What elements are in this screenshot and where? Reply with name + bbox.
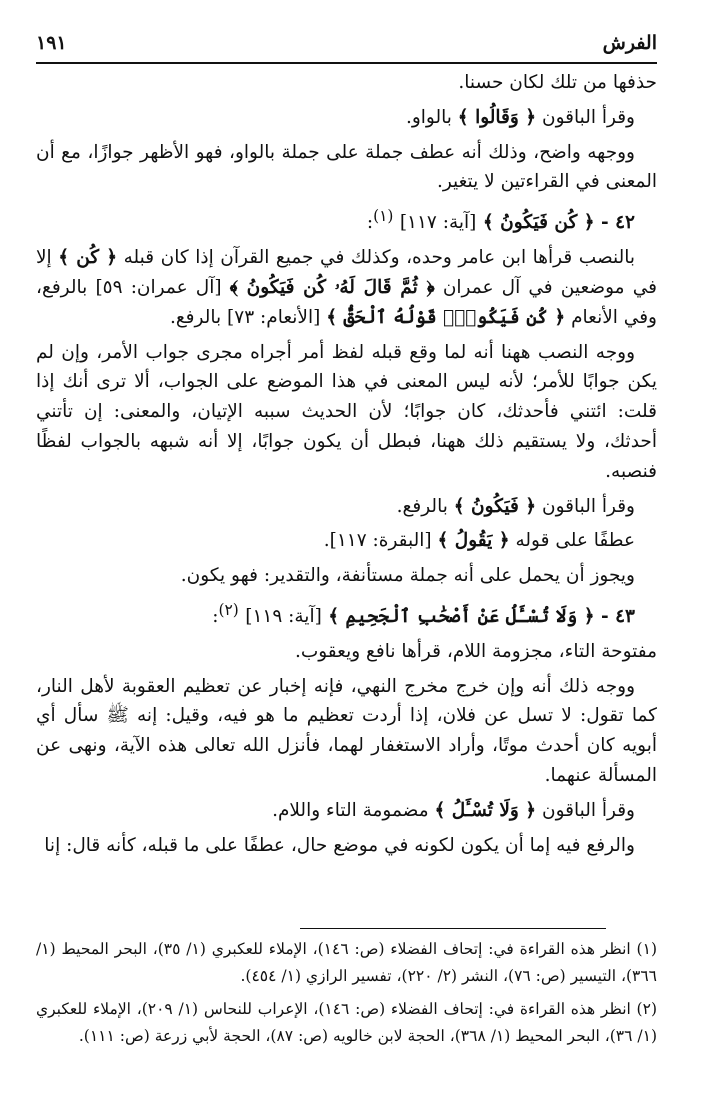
text-run: [آل عمران: ٥٩] بالرفع، وفي الأنعام bbox=[36, 276, 657, 328]
paragraph bbox=[36, 243, 657, 332]
text-run: إلا في موضعين في آل عمران bbox=[36, 247, 657, 298]
text-run: عطفًا على قوله bbox=[515, 530, 635, 552]
quran-quote: ﴿ وَقَالُوا ﴾ bbox=[457, 106, 537, 128]
paragraph: مفتوحة التاء، مجزومة اللام، قرأها نافع ويعقوب. bbox=[294, 640, 657, 662]
quran-quote: ﴿ وَلَا تُسْـَٔلُ عَنْ أَصْحَٰبِ ٱلْجَحِيمِ ﴾ bbox=[328, 606, 595, 628]
quran-quote: ﴿ يَقُولُ ﴾ bbox=[437, 530, 510, 552]
page-number: ١٩١ bbox=[36, 32, 67, 54]
text-run: مضمومة التاء واللام. bbox=[272, 799, 429, 821]
quran-quote: ﴿ كُن فَيَكُونُۚ قَوْلُهُ ٱلْحَقُّ ﴾ bbox=[326, 306, 566, 328]
footnote-marker: (١) bbox=[373, 207, 394, 226]
paragraph bbox=[36, 796, 657, 826]
paragraph: حذفها من تلك لكان حسنا. bbox=[458, 72, 657, 93]
quran-quote: ﴿ وَلَا تُسْـَٔلُ ﴾ bbox=[434, 799, 537, 821]
section-heading-43 bbox=[36, 596, 657, 632]
main-text bbox=[36, 68, 657, 865]
paragraph bbox=[36, 103, 657, 133]
paragraph: ووجهه واضح، وذلك أنه عطف جملة على جملة بالواو، فهو الأظهر جوازًا، مع أن المعنى في القراءتين لا يتغير. bbox=[36, 141, 657, 193]
quran-quote: ﴿ فَيَكُونُ ﴾ bbox=[453, 495, 537, 517]
text-run: وقرأ الباقون bbox=[542, 106, 635, 128]
text-run: [البقرة: ١١٧]. bbox=[323, 530, 432, 552]
text-run: بالرفع. bbox=[396, 495, 448, 517]
text-run: وقرأ الباقون bbox=[542, 495, 635, 517]
paragraph bbox=[36, 526, 657, 556]
running-header bbox=[36, 30, 657, 64]
paragraph: ووجه ذلك أنه وإن خرج مخرج النهي، فإنه إخبار عن تعظيم العقوبة لأهل النار، كما تقول: لا تسل عن فلان، إذا أردت تعظيم ما هو فيه، وقيل: إنه ﷺ سأل أي أبويه كان أحدث موتًا، وأراد الاستغفار لهما، فأنزل الله تعالى هذه الآية، ونهى عن المسألة عنهما. bbox=[36, 675, 657, 787]
quran-quote: ﴿ كُن ﴾ bbox=[58, 247, 118, 269]
text-run: : bbox=[366, 212, 374, 234]
heading-number: ٤٣ - bbox=[601, 606, 635, 628]
quran-quote: ﴿ ثُمَّ قَالَ لَهُۥ كُن فَيَكُونُ ﴾ bbox=[229, 276, 435, 298]
footnote-1: (١) انظر هذه القراءة في: إتحاف الفضلاء (ص: ١٤٦)، الإملاء للعكبري (١/ ٣٥)، البحر المحيط (١/ ٣٦٦)، التيسير (ص: ٧٦)، النشر (٢/ ٢٢٠)، تفسير الرازي (١/ ٤٥٤). bbox=[36, 940, 657, 985]
verse-reference: [آية: ١١٧] bbox=[399, 212, 477, 234]
footnotes bbox=[36, 936, 657, 1056]
footnote-separator bbox=[300, 928, 606, 929]
text-run: : bbox=[212, 606, 219, 628]
text-run: بالنصب قرأها ابن عامر وحده، وكذلك في جميع القرآن إذا كان قبله bbox=[123, 247, 635, 269]
heading-number: ٤٢ - bbox=[601, 212, 635, 234]
section-heading-42 bbox=[36, 202, 657, 238]
footnote-2: (٢) انظر هذه القراءة في: إتحاف الفضلاء (ص: ١٤٦)، الإعراب للنحاس (١/ ٢٠٩)، الإملاء للعكبري (١/ ٣٦)، البحر المحيط (١/ ٣٦٨)، الحجة لابن خالويه (ص: ٨٧)، الحجة لأبي زرعة (ص: ١١١). bbox=[36, 1000, 657, 1045]
footnote-marker: (٢) bbox=[218, 600, 239, 619]
text-run: بالواو. bbox=[405, 106, 452, 128]
chapter-title: الفرش bbox=[602, 32, 657, 54]
paragraph: ووجه النصب ههنا أنه لما وقع قبله لفظ أمر أجراه مجرى جواب الأمر، وإن لم يكن جوابًا للأمر؛ لأنه ليس المعنى في هذا الموضع على الجواب، ألا ترى أنك إذا قلت: ائتني فأحدثك، كان جوابًا؛ لأن الحديث سببه الإتيان، والمعنى: إن تأتني أحدثك، ولا يستقيم ذلك ههنا، فبطل أن يكون جوابًا، إلا أنه شبهه بالجواب لفظًا فنصبه. bbox=[36, 341, 657, 482]
quran-quote: ﴿ كُن فَيَكُونُ ﴾ bbox=[482, 212, 595, 234]
verse-reference: [آية: ١١٩] bbox=[245, 606, 322, 628]
header-rule bbox=[36, 62, 657, 64]
text-run: وقرأ الباقون bbox=[542, 799, 635, 821]
paragraph: والرفع فيه إما أن يكون لكونه في موضع حال، عطفًا على ما قبله، كأنه قال: إنا bbox=[44, 834, 635, 856]
text-run: [الأنعام: ٧٣] بالرفع. bbox=[169, 306, 321, 328]
paragraph bbox=[36, 492, 657, 522]
paragraph: ويجوز أن يحمل على أنه جملة مستأنفة، والتقدير: فهو يكون. bbox=[180, 565, 635, 587]
